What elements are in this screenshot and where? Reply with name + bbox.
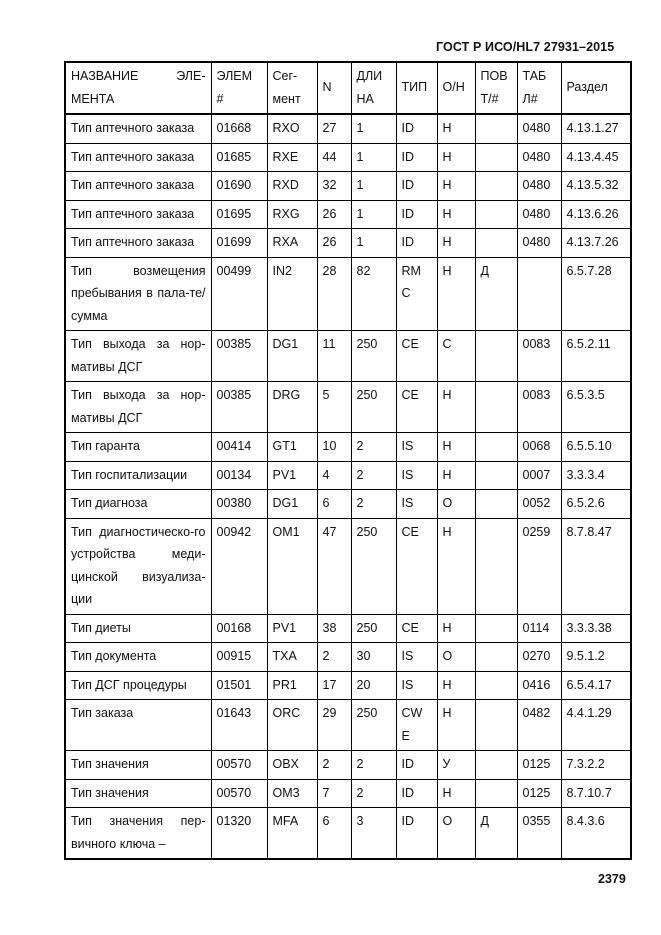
cell-repeat: Д (475, 808, 517, 860)
cell-opt: Н (437, 700, 475, 751)
cell-section: 4.4.1.29 (561, 700, 631, 751)
cell-elem: 01685 (211, 143, 267, 172)
cell-section: 8.7.10.7 (561, 779, 631, 808)
cell-table: 0125 (517, 779, 561, 808)
cell-length: 250 (351, 614, 396, 643)
cell-name: Тип выхода за нор-мативы ДСГ (65, 382, 211, 433)
cell-repeat (475, 614, 517, 643)
column-header-name: НАЗВАНИЕ ЭЛЕ-МЕНТА (65, 62, 211, 114)
cell-opt: О (437, 490, 475, 519)
cell-table: 0480 (517, 229, 561, 258)
cell-elem: 01501 (211, 671, 267, 700)
cell-table: 0125 (517, 751, 561, 780)
cell-table: 0083 (517, 382, 561, 433)
cell-name: Тип заказа (65, 700, 211, 751)
cell-name: Тип гаранта (65, 433, 211, 462)
cell-n: 11 (317, 331, 351, 382)
cell-table: 0480 (517, 200, 561, 229)
cell-length: 2 (351, 751, 396, 780)
cell-name: Тип аптечного заказа (65, 229, 211, 258)
cell-section: 4.13.1.27 (561, 114, 631, 143)
cell-segment: OM1 (267, 518, 317, 614)
table-row (65, 751, 631, 780)
cell-length: 2 (351, 779, 396, 808)
cell-n: 32 (317, 172, 351, 201)
cell-elem: 00570 (211, 779, 267, 808)
cell-length: 2 (351, 461, 396, 490)
cell-n: 6 (317, 808, 351, 860)
table-row (65, 433, 631, 462)
cell-elem: 01320 (211, 808, 267, 860)
column-header-elem: ЭЛЕМ # (211, 62, 267, 114)
cell-table: 0068 (517, 433, 561, 462)
cell-repeat (475, 382, 517, 433)
cell-n: 44 (317, 143, 351, 172)
cell-segment: RXD (267, 172, 317, 201)
cell-type: IS (396, 671, 437, 700)
cell-n: 17 (317, 671, 351, 700)
cell-table: 0114 (517, 614, 561, 643)
cell-table: 0259 (517, 518, 561, 614)
cell-type: CW E (396, 700, 437, 751)
table-row (65, 114, 631, 143)
cell-type: IS (396, 643, 437, 672)
cell-name: Тип диеты (65, 614, 211, 643)
cell-type: CE (396, 331, 437, 382)
cell-length: 250 (351, 518, 396, 614)
table-row (65, 331, 631, 382)
cell-repeat (475, 200, 517, 229)
cell-section: 6.5.7.28 (561, 257, 631, 331)
cell-name: Тип диагноза (65, 490, 211, 519)
cell-type: IS (396, 461, 437, 490)
cell-opt: Н (437, 614, 475, 643)
column-header-opt: О/Н (437, 62, 475, 114)
cell-opt: Н (437, 229, 475, 258)
cell-repeat (475, 172, 517, 201)
cell-n: 27 (317, 114, 351, 143)
cell-opt: О (437, 808, 475, 860)
cell-table: 0355 (517, 808, 561, 860)
table-row (65, 700, 631, 751)
cell-n: 28 (317, 257, 351, 331)
cell-type: ID (396, 200, 437, 229)
table-row (65, 643, 631, 672)
cell-type: ID (396, 751, 437, 780)
cell-section: 6.5.2.6 (561, 490, 631, 519)
cell-opt: Н (437, 671, 475, 700)
cell-section: 4.13.7.26 (561, 229, 631, 258)
cell-type: ID (396, 779, 437, 808)
cell-section: 6.5.3.5 (561, 382, 631, 433)
table-header-row (65, 62, 631, 114)
cell-length: 30 (351, 643, 396, 672)
table-row (65, 779, 631, 808)
cell-length: 1 (351, 114, 396, 143)
cell-section: 6.5.2.11 (561, 331, 631, 382)
cell-table: 0416 (517, 671, 561, 700)
cell-elem: 00570 (211, 751, 267, 780)
cell-opt: У (437, 751, 475, 780)
cell-opt: С (437, 331, 475, 382)
column-header-type: ТИП (396, 62, 437, 114)
cell-repeat (475, 461, 517, 490)
cell-repeat (475, 518, 517, 614)
cell-name: Тип аптечного заказа (65, 143, 211, 172)
cell-opt: Н (437, 518, 475, 614)
cell-length: 1 (351, 229, 396, 258)
cell-name: Тип диагностическо-го устройства меди-цинской визуализа-ции (65, 518, 211, 614)
document-header: ГОСТ Р ИСО/HL7 27931–2015 (436, 40, 615, 54)
cell-segment: TXA (267, 643, 317, 672)
cell-elem: 01699 (211, 229, 267, 258)
cell-elem: 01643 (211, 700, 267, 751)
cell-table: 0480 (517, 172, 561, 201)
cell-n: 10 (317, 433, 351, 462)
cell-elem: 00385 (211, 382, 267, 433)
cell-n: 2 (317, 751, 351, 780)
cell-type: CE (396, 614, 437, 643)
cell-type: ID (396, 172, 437, 201)
cell-segment: OM3 (267, 779, 317, 808)
cell-opt: Н (437, 143, 475, 172)
cell-table: 0007 (517, 461, 561, 490)
cell-opt: Н (437, 114, 475, 143)
cell-repeat (475, 643, 517, 672)
cell-name: Тип аптечного заказа (65, 114, 211, 143)
cell-n: 2 (317, 643, 351, 672)
cell-type: RM C (396, 257, 437, 331)
table-row (65, 143, 631, 172)
cell-name: Тип значения (65, 751, 211, 780)
cell-elem: 00915 (211, 643, 267, 672)
cell-repeat (475, 114, 517, 143)
page-number: 2379 (598, 872, 626, 886)
cell-segment: DG1 (267, 331, 317, 382)
cell-type: IS (396, 433, 437, 462)
cell-elem: 00168 (211, 614, 267, 643)
cell-table: 0482 (517, 700, 561, 751)
cell-segment: RXE (267, 143, 317, 172)
cell-length: 82 (351, 257, 396, 331)
cell-repeat (475, 143, 517, 172)
cell-type: CE (396, 518, 437, 614)
cell-n: 47 (317, 518, 351, 614)
cell-segment: RXG (267, 200, 317, 229)
cell-segment: DG1 (267, 490, 317, 519)
cell-repeat (475, 671, 517, 700)
cell-section: 3.3.3.4 (561, 461, 631, 490)
cell-type: IS (396, 490, 437, 519)
cell-length: 250 (351, 700, 396, 751)
cell-n: 6 (317, 490, 351, 519)
cell-section: 8.7.8.47 (561, 518, 631, 614)
cell-segment: PR1 (267, 671, 317, 700)
table-row (65, 229, 631, 258)
cell-table (517, 257, 561, 331)
cell-segment: RXA (267, 229, 317, 258)
cell-elem: 00942 (211, 518, 267, 614)
table-row (65, 518, 631, 614)
cell-elem: 00414 (211, 433, 267, 462)
cell-repeat (475, 331, 517, 382)
cell-section: 6.5.5.10 (561, 433, 631, 462)
cell-section: 3.3.3.38 (561, 614, 631, 643)
cell-name: Тип документа (65, 643, 211, 672)
table-row (65, 461, 631, 490)
cell-opt: Н (437, 433, 475, 462)
cell-n: 26 (317, 229, 351, 258)
column-header-table: ТАБ Л# (517, 62, 561, 114)
column-header-section: Раздел (561, 62, 631, 114)
cell-length: 2 (351, 433, 396, 462)
cell-opt: Н (437, 779, 475, 808)
table-row (65, 671, 631, 700)
column-header-n: N (317, 62, 351, 114)
cell-segment: MFA (267, 808, 317, 860)
cell-table: 0083 (517, 331, 561, 382)
cell-elem: 00380 (211, 490, 267, 519)
cell-name: Тип аптечного заказа (65, 200, 211, 229)
cell-elem: 01695 (211, 200, 267, 229)
cell-section: 6.5.4.17 (561, 671, 631, 700)
cell-elem: 01668 (211, 114, 267, 143)
cell-name: Тип ДСГ процедуры (65, 671, 211, 700)
cell-segment: RXO (267, 114, 317, 143)
cell-elem: 00134 (211, 461, 267, 490)
cell-length: 1 (351, 143, 396, 172)
cell-table: 0480 (517, 143, 561, 172)
table-row (65, 808, 631, 860)
cell-repeat (475, 433, 517, 462)
table-row (65, 257, 631, 331)
cell-n: 4 (317, 461, 351, 490)
cell-n: 5 (317, 382, 351, 433)
cell-n: 7 (317, 779, 351, 808)
cell-name: Тип выхода за нор-мативы ДСГ (65, 331, 211, 382)
cell-length: 250 (351, 331, 396, 382)
cell-repeat (475, 779, 517, 808)
cell-repeat (475, 229, 517, 258)
cell-repeat (475, 490, 517, 519)
cell-segment: PV1 (267, 614, 317, 643)
cell-section: 4.13.5.32 (561, 172, 631, 201)
cell-elem: 01690 (211, 172, 267, 201)
cell-n: 29 (317, 700, 351, 751)
cell-repeat (475, 700, 517, 751)
cell-table: 0052 (517, 490, 561, 519)
table-row (65, 382, 631, 433)
cell-opt: Н (437, 257, 475, 331)
data-elements-table (64, 61, 632, 860)
cell-section: 9.5.1.2 (561, 643, 631, 672)
cell-opt: Н (437, 172, 475, 201)
cell-length: 3 (351, 808, 396, 860)
cell-opt: Н (437, 200, 475, 229)
cell-length: 1 (351, 200, 396, 229)
table-row (65, 172, 631, 201)
cell-name: Тип возмещения пребывания в пала-те/сумма (65, 257, 211, 331)
cell-table: 0270 (517, 643, 561, 672)
cell-type: CE (396, 382, 437, 433)
cell-section: 4.13.4.45 (561, 143, 631, 172)
cell-length: 20 (351, 671, 396, 700)
cell-type: ID (396, 808, 437, 860)
cell-n: 26 (317, 200, 351, 229)
cell-elem: 00499 (211, 257, 267, 331)
cell-type: ID (396, 114, 437, 143)
cell-segment: DRG (267, 382, 317, 433)
cell-opt: Н (437, 461, 475, 490)
cell-type: ID (396, 229, 437, 258)
table-row (65, 614, 631, 643)
cell-elem: 00385 (211, 331, 267, 382)
cell-length: 250 (351, 382, 396, 433)
cell-section: 4.13.6.26 (561, 200, 631, 229)
cell-repeat (475, 751, 517, 780)
cell-length: 2 (351, 490, 396, 519)
cell-segment: OBX (267, 751, 317, 780)
cell-section: 8.4.3.6 (561, 808, 631, 860)
cell-segment: ORC (267, 700, 317, 751)
cell-segment: PV1 (267, 461, 317, 490)
cell-name: Тип значения (65, 779, 211, 808)
column-header-length: ДЛИ НА (351, 62, 396, 114)
cell-opt: Н (437, 382, 475, 433)
cell-length: 1 (351, 172, 396, 201)
cell-type: ID (396, 143, 437, 172)
cell-segment: IN2 (267, 257, 317, 331)
cell-section: 7.3.2.2 (561, 751, 631, 780)
cell-n: 38 (317, 614, 351, 643)
table-row (65, 200, 631, 229)
table-row (65, 490, 631, 519)
cell-opt: О (437, 643, 475, 672)
cell-segment: GT1 (267, 433, 317, 462)
cell-table: 0480 (517, 114, 561, 143)
cell-name: Тип значения пер-вичного ключа – (65, 808, 211, 860)
column-header-segment: Сег-мент (267, 62, 317, 114)
cell-name: Тип аптечного заказа (65, 172, 211, 201)
cell-name: Тип госпитализации (65, 461, 211, 490)
cell-repeat: Д (475, 257, 517, 331)
column-header-repeat: ПОВ Т/# (475, 62, 517, 114)
